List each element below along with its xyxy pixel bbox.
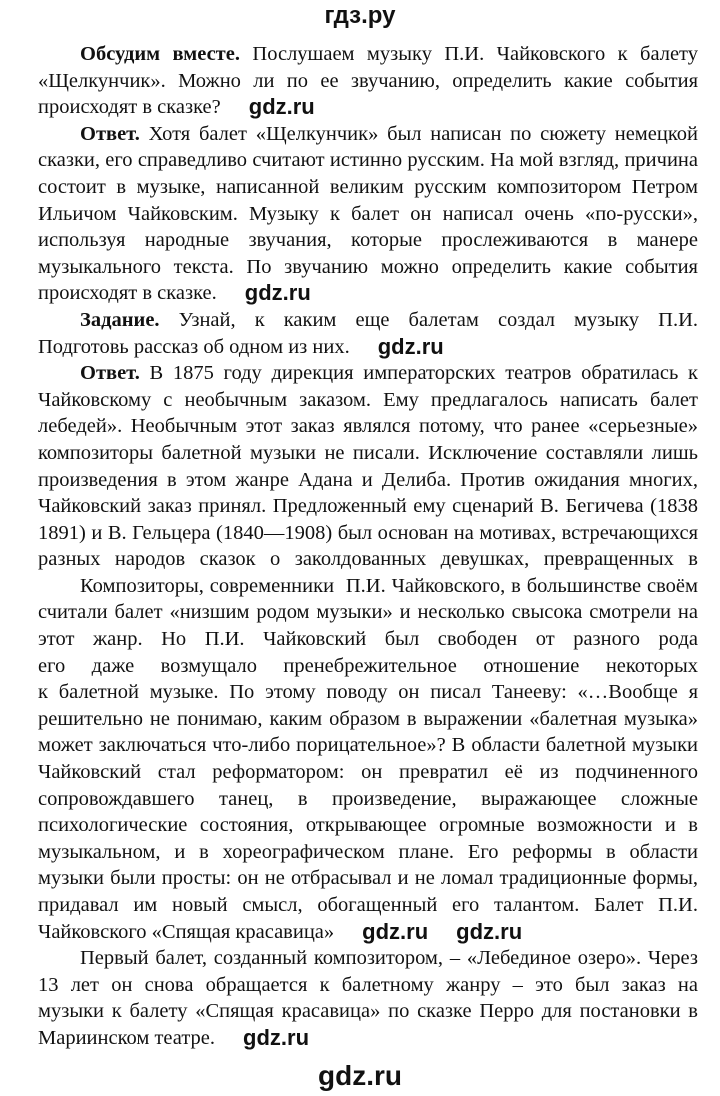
line-text: к балетной музыке. По этому поводу он писал Танееву: «…Вообще я — [38, 681, 698, 704]
line-text: произведения в этом жанре Адана и Делиба. Против ожидания многих, — [38, 468, 698, 491]
text-line — [38, 467, 698, 494]
line-text: разных народов сказок о заколдованных девушках, превращенных в — [38, 548, 698, 571]
text-line — [38, 865, 698, 892]
line-text: Чайковский стал реформатором: он превратил её из подчиненного — [38, 761, 698, 784]
line-text: придавал им новый смысл, обогащенный его талантом. Балет П.И. — [38, 894, 698, 916]
watermark: gdz.ru — [243, 1024, 310, 1050]
watermark: gdz.ru — [456, 918, 523, 944]
text-line — [38, 998, 698, 1025]
watermark: gdz.ru — [318, 1060, 402, 1091]
section-label: Обсудим вместе. — [80, 43, 240, 65]
line-text: 1891) и В. Гельцера (1840—1908) был основан на мотивах, встречающихся — [38, 521, 698, 544]
text-line — [38, 679, 698, 706]
text-line — [38, 41, 698, 68]
line-text: Чайковский заказ принял. Предложенный ему сценарий В. Бегичева (1838 — [38, 495, 698, 518]
text-line — [38, 732, 698, 759]
line-text: решительно не понимаю, каким образом в выражении «балетная музыка» — [38, 707, 698, 730]
text-line — [38, 653, 698, 680]
watermark: gdz.ru — [362, 918, 429, 944]
text-line — [38, 759, 698, 786]
text-line — [38, 786, 698, 813]
text-line — [38, 201, 698, 228]
line-text: музыки были просты: он не отбрасывал и не ломал традиционные формы, — [38, 867, 698, 890]
text-line — [38, 174, 698, 201]
text-line — [38, 387, 698, 414]
line-text: может заключаться что-либо порицательное»? В области балетной музыки — [38, 734, 698, 757]
line-text: лебедей». Необычным этот заказ являлся потому, что ранее «серьезные» — [38, 415, 698, 438]
line-text: музыки к балету «Спящая красавица» по сказке Перро для постановки в — [38, 1000, 698, 1023]
text-line — [38, 307, 698, 334]
text-line — [38, 254, 698, 281]
text-line — [38, 812, 698, 839]
line-text: этот жанр. Но П.И. Чайковский был свободен от разного рода — [38, 628, 698, 651]
line-text: происходят в сказке. — [38, 282, 217, 305]
paragraph — [38, 41, 698, 121]
text-line — [38, 280, 698, 307]
line-text: музыкальном, и в хореографическом плане. Его реформы в области — [38, 840, 698, 863]
text-line — [38, 440, 698, 467]
line-text: сопровождавшего танец, в произведение, выражающее сложные — [38, 787, 698, 810]
line-text: Чайковскому с необычным заказом. Ему предлагалось написать балет — [38, 388, 698, 411]
paragraph — [38, 573, 698, 945]
text-line — [38, 892, 698, 919]
text-line — [38, 147, 698, 174]
line-text: используя народные звучания, которые прослеживаются в манере — [38, 229, 698, 252]
text-line — [38, 546, 698, 573]
line-text: состоит в музыке, написанной великим русским композитором Петром — [38, 175, 698, 198]
site-header-title: гдз.ру — [324, 2, 396, 29]
document-body — [38, 41, 698, 1052]
line-text: композиторы балетной музыки не писали. Исключение составляли лишь — [38, 441, 698, 464]
text-line — [38, 334, 698, 361]
paragraph — [38, 945, 698, 1051]
watermark: gdz.ru — [248, 94, 315, 120]
line-text: Ильичом Чайковским. Музыку к балет он написал очень «по-русски», — [38, 202, 698, 225]
line-text: Подготовь рассказ об одном из них. — [38, 335, 350, 358]
text-line — [38, 945, 698, 972]
line-text: Послушаем музыку П.И. Чайковского к балету — [239, 43, 698, 65]
line-text: психологические состояния, открывающее огромные возможности и в — [38, 814, 698, 837]
line-text: Первый балет, созданный композитором, – «Лебединое озеро». Через — [80, 947, 698, 970]
paragraph — [38, 307, 698, 360]
text-line — [38, 227, 698, 254]
text-line — [38, 972, 698, 999]
line-text: происходят в сказке? — [38, 96, 221, 119]
paragraph — [38, 360, 698, 573]
text-line — [38, 839, 698, 866]
line-text: Узнай, к каким еще балетам создал музыку П.И. — [178, 308, 698, 331]
text-line — [38, 68, 698, 95]
section-label: Задание. — [80, 308, 160, 331]
paragraph — [38, 121, 698, 307]
line-text: его даже возмущало пренебрежительное отношение некоторых — [38, 654, 698, 677]
line-text: Чайковского «Спящая красавица» — [38, 920, 335, 943]
line-text: Хотя балет «Щелкунчик» был написан по сюжету немецкой — [139, 122, 698, 145]
text-line — [38, 360, 698, 387]
watermark: gdz.ru — [244, 280, 311, 306]
line-text: Мариинском театре. — [38, 1026, 216, 1049]
section-label: Ответ. — [80, 122, 140, 145]
section-label: Ответ. — [80, 362, 140, 385]
text-line — [38, 919, 698, 946]
text-line — [38, 599, 698, 626]
line-text: сказки, его справедливо считают истинно русским. На мой взгляд, причина — [38, 149, 698, 172]
watermark: gdz.ru — [377, 333, 444, 359]
text-line — [38, 573, 698, 600]
text-line — [38, 94, 698, 121]
line-text: 13 лет он снова обращается к балетному жанру – это был заказ на — [38, 973, 698, 996]
line-text: «Щелкунчик». Можно ли по ее звучанию, определить какие события — [38, 69, 698, 92]
line-text: считали балет «низшим родом музыки» и несколько свысока смотрели на — [38, 601, 698, 624]
text-line — [38, 121, 698, 148]
text-line — [38, 626, 698, 653]
line-text: музыкального текста. По звучанию можно определить какие события — [38, 255, 698, 278]
text-line — [38, 413, 698, 440]
line-text: Композиторы, современники П.И. Чайковского, в большинстве своём — [80, 574, 698, 597]
text-line — [38, 520, 698, 547]
line-text: В 1875 году дирекция императорских театров обратилась к — [139, 362, 698, 385]
text-line — [38, 493, 698, 520]
text-line — [38, 706, 698, 733]
text-line — [38, 1025, 698, 1052]
